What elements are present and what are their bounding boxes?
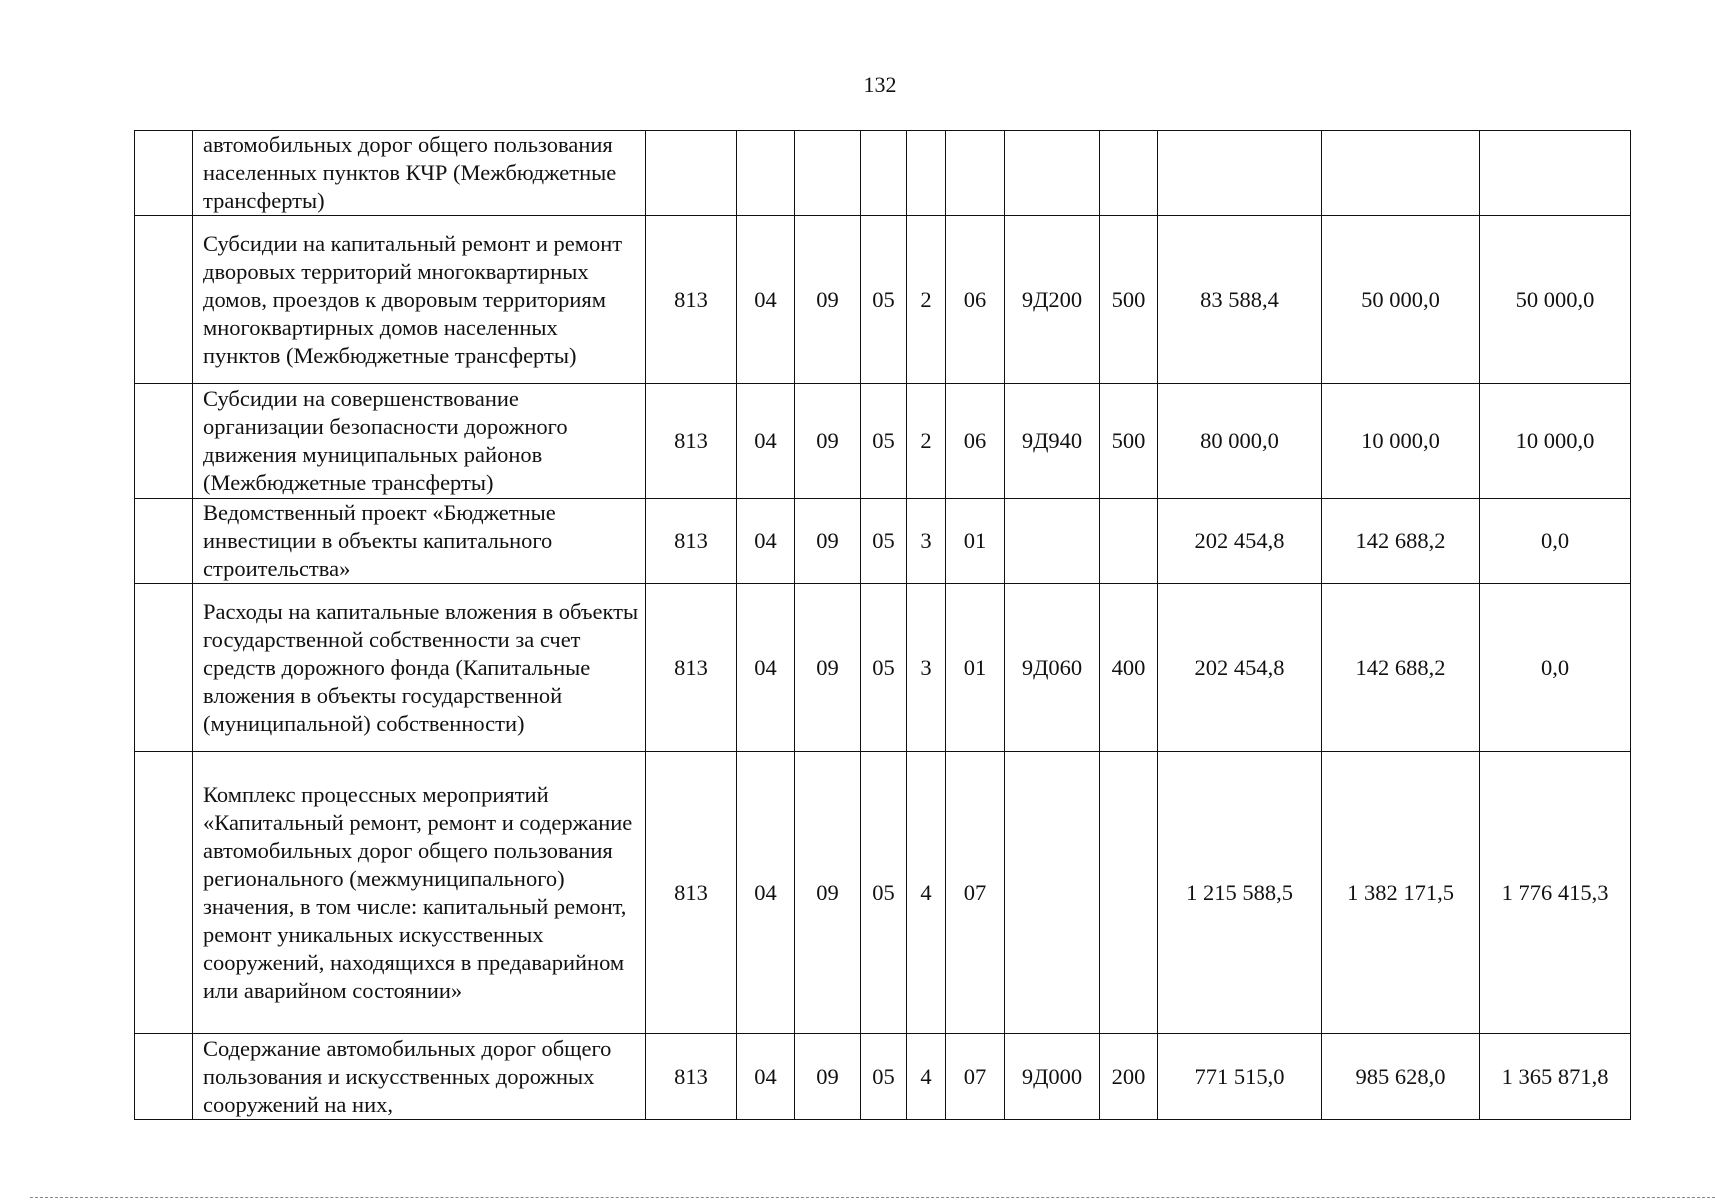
amount-year1-cell [1158, 131, 1322, 216]
subprogram-code-cell: 3 [907, 584, 946, 752]
subsection-code-cell [795, 131, 861, 216]
program-code-cell: 05 [861, 584, 907, 752]
main-activity-code-cell: 07 [946, 1034, 1005, 1120]
expense-name-cell: Субсидии на совершенствование организации безопасности дорожного движения муниципальных районов (Межбюджетные трансферты) [193, 384, 646, 499]
grbs-code-cell: 813 [646, 752, 737, 1034]
grbs-code-cell: 813 [646, 216, 737, 384]
table-row [135, 499, 1631, 584]
section-code-cell [737, 131, 795, 216]
amount-year3-cell [1480, 131, 1631, 216]
subsection-code-cell: 09 [795, 584, 861, 752]
subprogram-code-cell: 4 [907, 1034, 946, 1120]
row-number-cell [135, 584, 193, 752]
subsection-code-cell: 09 [795, 752, 861, 1034]
table-row [135, 584, 1631, 752]
direction-code-cell: 9Д200 [1005, 216, 1100, 384]
row-number-cell [135, 131, 193, 216]
table-row [135, 216, 1631, 384]
row-number-cell [135, 499, 193, 584]
amount-year1-cell: 1 215 588,5 [1158, 752, 1322, 1034]
amount-year2-cell: 985 628,0 [1322, 1034, 1480, 1120]
subprogram-code-cell: 2 [907, 384, 946, 499]
row-number-cell [135, 216, 193, 384]
subsection-code-cell: 09 [795, 216, 861, 384]
amount-year2-cell: 10 000,0 [1322, 384, 1480, 499]
subprogram-code-cell [907, 131, 946, 216]
program-code-cell: 05 [861, 499, 907, 584]
budget-table [134, 130, 1631, 1120]
table-row [135, 1034, 1631, 1120]
direction-code-cell [1005, 131, 1100, 216]
expense-type-code-cell: 400 [1100, 584, 1158, 752]
direction-code-cell [1005, 499, 1100, 584]
main-activity-code-cell: 06 [946, 384, 1005, 499]
subprogram-code-cell: 2 [907, 216, 946, 384]
direction-code-cell: 9Д060 [1005, 584, 1100, 752]
amount-year2-cell: 50 000,0 [1322, 216, 1480, 384]
section-code-cell: 04 [737, 384, 795, 499]
subprogram-code-cell: 3 [907, 499, 946, 584]
main-activity-code-cell: 07 [946, 752, 1005, 1034]
table-row [135, 384, 1631, 499]
main-activity-code-cell: 06 [946, 216, 1005, 384]
section-code-cell: 04 [737, 216, 795, 384]
expense-name-cell: Комплекс процессных мероприятий «Капитальный ремонт, ремонт и содержание автомобильных дорог общего пользования регионального (межмуниципального) значения, в том числе: капитальный ремонт, ремонт уникальных искусственных сооружений, находящихся в предаварийном или аварийном состоянии» [193, 752, 646, 1034]
amount-year1-cell: 80 000,0 [1158, 384, 1322, 499]
table-row [135, 131, 1631, 216]
direction-code-cell: 9Д940 [1005, 384, 1100, 499]
main-activity-code-cell [946, 131, 1005, 216]
table-body [135, 131, 1631, 1120]
amount-year2-cell: 142 688,2 [1322, 584, 1480, 752]
subsection-code-cell: 09 [795, 384, 861, 499]
section-code-cell: 04 [737, 499, 795, 584]
main-activity-code-cell: 01 [946, 499, 1005, 584]
section-code-cell: 04 [737, 1034, 795, 1120]
amount-year2-cell: 1 382 171,5 [1322, 752, 1480, 1034]
expense-name-cell: Расходы на капитальные вложения в объекты государственной собственности за счет средств дорожного фонда (Капитальные вложения в объекты государственной (муниципальной) собственности) [193, 584, 646, 752]
amount-year1-cell: 202 454,8 [1158, 584, 1322, 752]
expense-name-cell: Содержание автомобильных дорог общего пользования и искусственных дорожных сооружений на них, [193, 1034, 646, 1120]
section-code-cell: 04 [737, 584, 795, 752]
expense-type-code-cell: 500 [1100, 384, 1158, 499]
subprogram-code-cell: 4 [907, 752, 946, 1034]
section-code-cell: 04 [737, 752, 795, 1034]
expense-name-cell: автомобильных дорог общего пользования населенных пунктов КЧР (Межбюджетные трансферты) [193, 131, 646, 216]
direction-code-cell [1005, 752, 1100, 1034]
page-number: 132 [863, 72, 897, 97]
grbs-code-cell: 813 [646, 584, 737, 752]
expense-type-code-cell: 500 [1100, 216, 1158, 384]
amount-year3-cell: 0,0 [1480, 499, 1631, 584]
grbs-code-cell: 813 [646, 384, 737, 499]
program-code-cell: 05 [861, 216, 907, 384]
expense-type-code-cell [1100, 499, 1158, 584]
amount-year3-cell: 10 000,0 [1480, 384, 1631, 499]
row-number-cell [135, 1034, 193, 1120]
grbs-code-cell [646, 131, 737, 216]
program-code-cell: 05 [861, 1034, 907, 1120]
direction-code-cell: 9Д000 [1005, 1034, 1100, 1120]
amount-year3-cell: 1 365 871,8 [1480, 1034, 1631, 1120]
program-code-cell: 05 [861, 752, 907, 1034]
grbs-code-cell: 813 [646, 1034, 737, 1120]
amount-year3-cell: 50 000,0 [1480, 216, 1631, 384]
subsection-code-cell: 09 [795, 1034, 861, 1120]
amount-year1-cell: 771 515,0 [1158, 1034, 1322, 1120]
expense-name-cell: Субсидии на капитальный ремонт и ремонт дворовых территорий многоквартирных домов, проездов к дворовым территориям многоквартирных домов населенных пунктов (Межбюджетные трансферты) [193, 216, 646, 384]
main-activity-code-cell: 01 [946, 584, 1005, 752]
row-number-cell [135, 752, 193, 1034]
program-code-cell: 05 [861, 384, 907, 499]
grbs-code-cell: 813 [646, 499, 737, 584]
subsection-code-cell: 09 [795, 499, 861, 584]
expense-type-code-cell: 200 [1100, 1034, 1158, 1120]
table-row [135, 752, 1631, 1034]
expense-name-cell: Ведомственный проект «Бюджетные инвестиции в объекты капитального строительства» [193, 499, 646, 584]
amount-year3-cell: 1 776 415,3 [1480, 752, 1631, 1034]
expense-type-code-cell [1100, 131, 1158, 216]
program-code-cell [861, 131, 907, 216]
amount-year3-cell: 0,0 [1480, 584, 1631, 752]
amount-year1-cell: 202 454,8 [1158, 499, 1322, 584]
row-number-cell [135, 384, 193, 499]
page-bottom-rule [30, 1197, 1715, 1198]
amount-year2-cell: 142 688,2 [1322, 499, 1480, 584]
amount-year1-cell: 83 588,4 [1158, 216, 1322, 384]
amount-year2-cell [1322, 131, 1480, 216]
expense-type-code-cell [1100, 752, 1158, 1034]
